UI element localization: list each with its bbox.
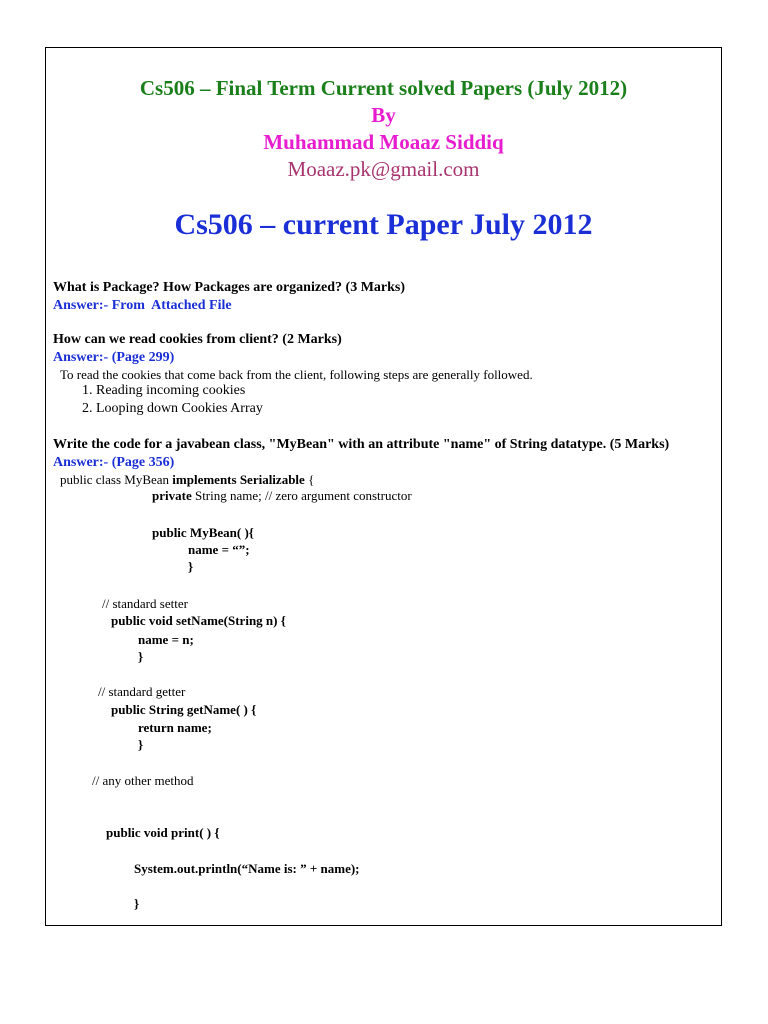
paper-title: Cs506 – current Paper July 2012 bbox=[174, 208, 593, 241]
code-getter-close: } bbox=[138, 737, 144, 752]
code-constructor-signature: public MyBean( ){ bbox=[152, 525, 254, 540]
answer-3: Answer:- (Page 356) bbox=[53, 455, 175, 470]
code-getter-signature: public String getName( ) { bbox=[111, 702, 257, 717]
code-setter-close: } bbox=[138, 649, 144, 664]
answer-1: Answer:- From Attached File bbox=[53, 298, 232, 313]
code-print-close: } bbox=[134, 896, 140, 911]
document-title: Cs506 – Final Term Current solved Papers (July 2012) bbox=[139, 76, 628, 100]
answer-2-intro: To read the cookies that come back from the client, following steps are generally followed. bbox=[60, 367, 533, 382]
code-setter-comment: // standard setter bbox=[102, 596, 188, 611]
author-email: Moaaz.pk@gmail.com bbox=[287, 157, 480, 181]
question-3: Write the code for a javabean class, "MyBean" with an attribute "name" of String datatype. (5 Marks) bbox=[53, 437, 670, 452]
code-field-declaration: private String name; // zero argument constructor bbox=[152, 488, 412, 503]
list-item: 2. Looping down Cookies Array bbox=[82, 401, 263, 416]
code-getter-comment: // standard getter bbox=[98, 684, 186, 699]
code-setter-body: name = n; bbox=[138, 632, 194, 647]
code-constructor-body: name = “”; bbox=[188, 542, 250, 557]
code-class-declaration: public class MyBean implements Serializable { bbox=[60, 472, 315, 487]
code-constructor-close: } bbox=[188, 559, 194, 574]
by-line: By bbox=[371, 103, 396, 127]
answer-2: Answer:- (Page 299) bbox=[53, 350, 175, 365]
code-setter-signature: public void setName(String n) { bbox=[111, 613, 286, 628]
question-1: What is Package? How Packages are organized? (3 Marks) bbox=[53, 280, 406, 295]
code-print-body: System.out.println(“Name is: ” + name); bbox=[134, 861, 360, 876]
author-name: Muhammad Moaaz Siddiq bbox=[263, 130, 504, 154]
question-2: How can we read cookies from client? (2 Marks) bbox=[53, 332, 342, 347]
code-other-comment: // any other method bbox=[92, 773, 194, 788]
code-getter-body: return name; bbox=[138, 720, 212, 735]
code-print-signature: public void print( ) { bbox=[106, 825, 220, 840]
list-item: 1. Reading incoming cookies bbox=[82, 383, 246, 398]
